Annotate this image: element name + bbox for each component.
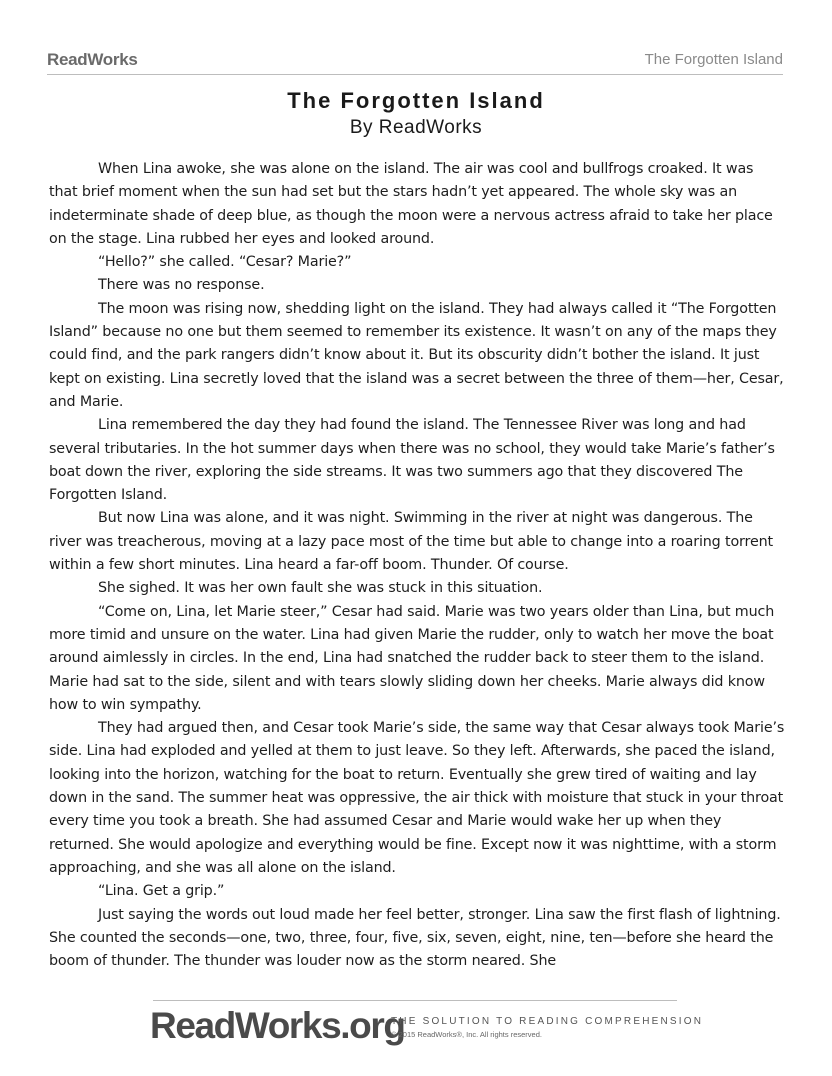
header-title: The Forgotten Island [644, 51, 783, 68]
story-paragraph: Just saying the words out loud made her feel better, stronger. Lina saw the first flash of lightning. She counted the seconds—one, two, three, four, five, six, seven, eight, nine, ten—before she heard the boom of thunder. The thunder was louder now as the storm neared. She [49, 906, 781, 970]
footer-divider [153, 1000, 677, 1001]
story-paragraph: They had argued then, and Cesar took Marie’s side, the same way that Cesar always took Marie’s side. Lina had exploded and yelled at them to just leave. So they left. Afterwards, she paced the island, looking into the horizon, watching for the boat to return. Eventually she grew tired of waiting and lay down in the sand. The summer heat was oppressive, the air thick with moisture that stuck in your throat every time you took a breath. She had assumed Cesar and Marie would wake her up when they returned. She would apologize and everything would be fine. Except now it was nighttime, with a storm approaching, and she was all alone on the island. [49, 720, 785, 876]
story-paragraph: But now Lina was alone, and it was night. Swimming in the river at night was dangerous. The river was treacherous, moving at a lazy pace most of the time but able to change into a roaring torrent within a few short minutes. Lina heard a far-off boom. Thunder. Of course. [49, 510, 773, 574]
story-title: The Forgotten Island [287, 88, 545, 113]
footer-logo: ReadWorks.org [150, 1005, 405, 1046]
story-paragraph: There was no response. [98, 277, 265, 294]
story-byline: By ReadWorks [349, 117, 483, 138]
story-paragraph: “Lina. Get a grip.” [98, 883, 225, 900]
page-header [47, 46, 783, 75]
story-paragraph: The moon was rising now, shedding light on the island. They had always called it “The Forgotten Island” because no one but them seemed to remember its existence. It wasn’t on any of the maps they could find, and the park rangers didn’t know about it. But its obscurity didn’t bother the island. It just kept on existing. Lina secretly loved that the island was a secret between the three of them—her, Cesar, and Marie. [49, 300, 784, 410]
story-paragraph: Lina remembered the day they had found the island. The Tennessee River was long and had several tributaries. In the hot summer days when there was no school, they would take Marie’s father’s boat down the river, exploring the side streams. It was two summers ago that they discovered The Forgotten Island. [49, 417, 775, 504]
footer-copyright: © 2015 ReadWorks®, Inc. All rights reserved. [391, 1030, 542, 1039]
header-brand-logo: ReadWorks [47, 50, 138, 69]
story-paragraph: “Come on, Lina, let Marie steer,” Cesar had said. Marie was two years older than Lina, but much more timid and unsure on the water. Lina had given Marie the rudder, only to watch her move the boat around aimlessly in circles. In the end, Lina had snatched the rudder back to steer them to the island. Marie had sat to the side, silent and with tears slowly sliding down her cheeks. Marie always did know how to win sympathy. [49, 603, 775, 713]
story-body [49, 158, 786, 973]
footer-tagline: THE SOLUTION TO READING COMPREHENSION [391, 1016, 704, 1027]
story-paragraph: When Lina awoke, she was alone on the island. The air was cool and bullfrogs croaked. It was that brief moment when the sun had set but the stars hadn’t yet appeared. The whole sky was an indeterminate shade of deep blue, as though the moon were a nervous actress afraid to take her place on the stage. Lina rubbed her eyes and looked around. [49, 161, 773, 247]
story-paragraph: She sighed. It was her own fault she was stuck in this situation. [98, 580, 543, 597]
story-paragraph: “Hello?” she called. “Cesar? Marie?” [98, 254, 352, 271]
